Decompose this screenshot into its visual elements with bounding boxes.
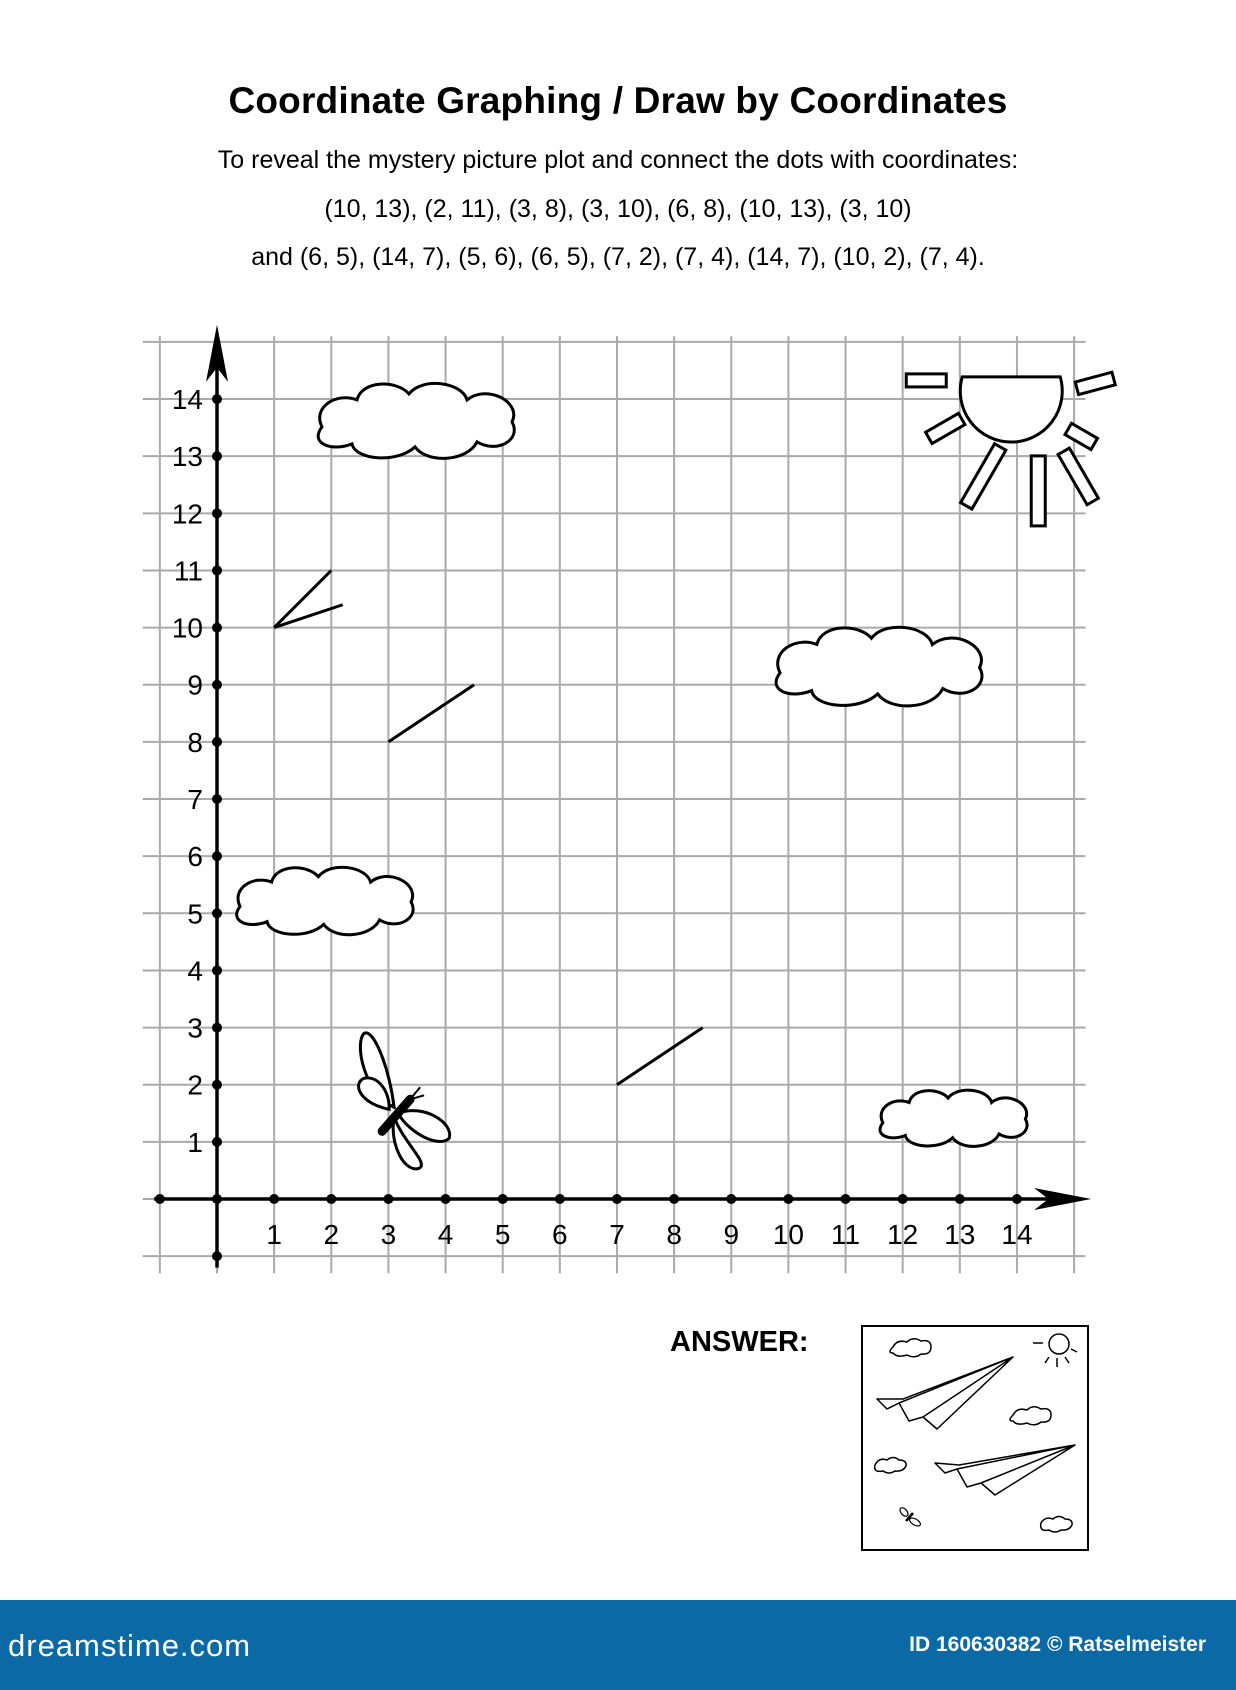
y-tick-dot [212, 1023, 222, 1033]
axis-dot [212, 1251, 222, 1261]
y-tick-label: 9 [187, 669, 203, 701]
y-tick-dot [212, 1080, 222, 1090]
page-title: Coordinate Graphing / Draw by Coordinates [228, 80, 1008, 121]
x-tick-dot [269, 1194, 279, 1204]
butterfly-icon [359, 1033, 450, 1169]
x-tick-dot [783, 1194, 793, 1204]
x-tick-label: 7 [609, 1219, 625, 1250]
x-tick-dot [898, 1194, 908, 1204]
y-tick-label: 3 [187, 1012, 203, 1044]
answer-plane-icon [935, 1445, 1075, 1495]
brand-logo: dreamstime.com [8, 1628, 252, 1663]
y-tick-label: 8 [187, 726, 203, 758]
answer-plane-icon [877, 1357, 1013, 1429]
pictures [237, 372, 1116, 1169]
x-tick-label: 1 [266, 1219, 282, 1250]
y-tick-dot [212, 1137, 222, 1147]
answer-butterfly-icon [898, 1506, 921, 1527]
sun-icon [906, 372, 1115, 526]
x-tick-label: 11 [831, 1219, 861, 1250]
hint-segment [388, 685, 474, 742]
y-tick-label: 4 [187, 955, 203, 987]
answer-label: ANSWER: [670, 1326, 809, 1358]
answer-sun-icon [1049, 1334, 1069, 1354]
y-tick-dot [212, 508, 222, 518]
x-tick-dot [555, 1194, 565, 1204]
x-tick-dot [669, 1194, 679, 1204]
x-tick-dot [383, 1194, 393, 1204]
y-tick-dot [212, 565, 222, 575]
x-tick-dot [612, 1194, 622, 1204]
y-tick-label: 11 [173, 555, 203, 587]
coordinates-line-1: (10, 13), (2, 11), (3, 8), (3, 10), (6, 8), (10, 13), (3, 10) [324, 195, 912, 223]
hint-segment [617, 1028, 703, 1085]
x-tick-label: 8 [666, 1219, 682, 1250]
image-credit: ID 160630382 © Ratselmeister [909, 1633, 1206, 1656]
x-tick-label: 12 [887, 1219, 919, 1250]
y-tick-label: 12 [171, 498, 203, 530]
sun-disc [960, 377, 1062, 442]
coordinates-line-2: and (6, 5), (14, 7), (5, 6), (6, 5), (7, 2), (7, 4), (14, 7), (10, 2), (7, 4). [251, 243, 985, 271]
x-tick-dot [498, 1194, 508, 1204]
answer-preview [861, 1325, 1089, 1551]
y-tick-label: 10 [171, 612, 203, 644]
cloud-left-icon [237, 867, 413, 934]
sun-ray [906, 374, 946, 387]
y-tick-label: 6 [187, 841, 203, 873]
y-tick-label: 14 [171, 384, 203, 416]
y-tick-dot [212, 623, 222, 633]
y-tick-dot [212, 394, 222, 404]
y-tick-label: 7 [187, 784, 203, 816]
y-tick-label: 1 [187, 1126, 203, 1158]
hint-segments [274, 570, 703, 1084]
answer-cloud-icon [1010, 1407, 1051, 1425]
x-tick-label: 14 [1001, 1219, 1033, 1250]
answer-cloud-icon [890, 1339, 931, 1357]
x-tick-dot [726, 1194, 736, 1204]
x-tick-dot [326, 1194, 336, 1204]
axis-dot [212, 1194, 222, 1204]
y-tick-dot [212, 737, 222, 747]
sun-ray [1075, 372, 1115, 394]
y-tick-dot [212, 851, 222, 861]
x-tick-label: 3 [380, 1219, 397, 1250]
x-tick-label: 13 [944, 1219, 976, 1250]
x-tick-dot [441, 1194, 451, 1204]
answer-cloud-icon [1041, 1517, 1072, 1533]
x-tick-label: 5 [494, 1219, 511, 1250]
x-tick-dot [841, 1194, 851, 1204]
x-tick-label: 2 [323, 1219, 340, 1250]
y-tick-label: 5 [187, 898, 203, 930]
x-tick-label: 10 [772, 1219, 804, 1250]
y-tick-dot [212, 908, 222, 918]
axis-dot [155, 1194, 165, 1204]
y-tick-label: 2 [187, 1069, 203, 1101]
answer-picture [863, 1327, 1087, 1549]
y-tick-dot [212, 680, 222, 690]
sun-ray [961, 444, 1006, 509]
x-tick-label: 6 [552, 1219, 568, 1250]
sun-ray [1065, 423, 1097, 449]
instruction-text: To reveal the mystery picture plot and connect the dots with coordinates: [217, 146, 1019, 174]
answer-cloud-icon [875, 1458, 906, 1474]
cloud-right-icon [776, 627, 982, 706]
sun-ray [1031, 456, 1045, 526]
y-tick-dot [212, 794, 222, 804]
x-tick-label: 4 [437, 1219, 454, 1250]
y-tick-dot [212, 965, 222, 975]
y-tick-label: 13 [171, 441, 203, 473]
x-tick-dot [1012, 1194, 1022, 1204]
butterfly-antenna [410, 1087, 424, 1099]
x-tick-dot [955, 1194, 965, 1204]
x-tick-label: 9 [723, 1219, 740, 1250]
cloud-top-left-icon [318, 383, 514, 458]
y-tick-dot [212, 451, 222, 461]
